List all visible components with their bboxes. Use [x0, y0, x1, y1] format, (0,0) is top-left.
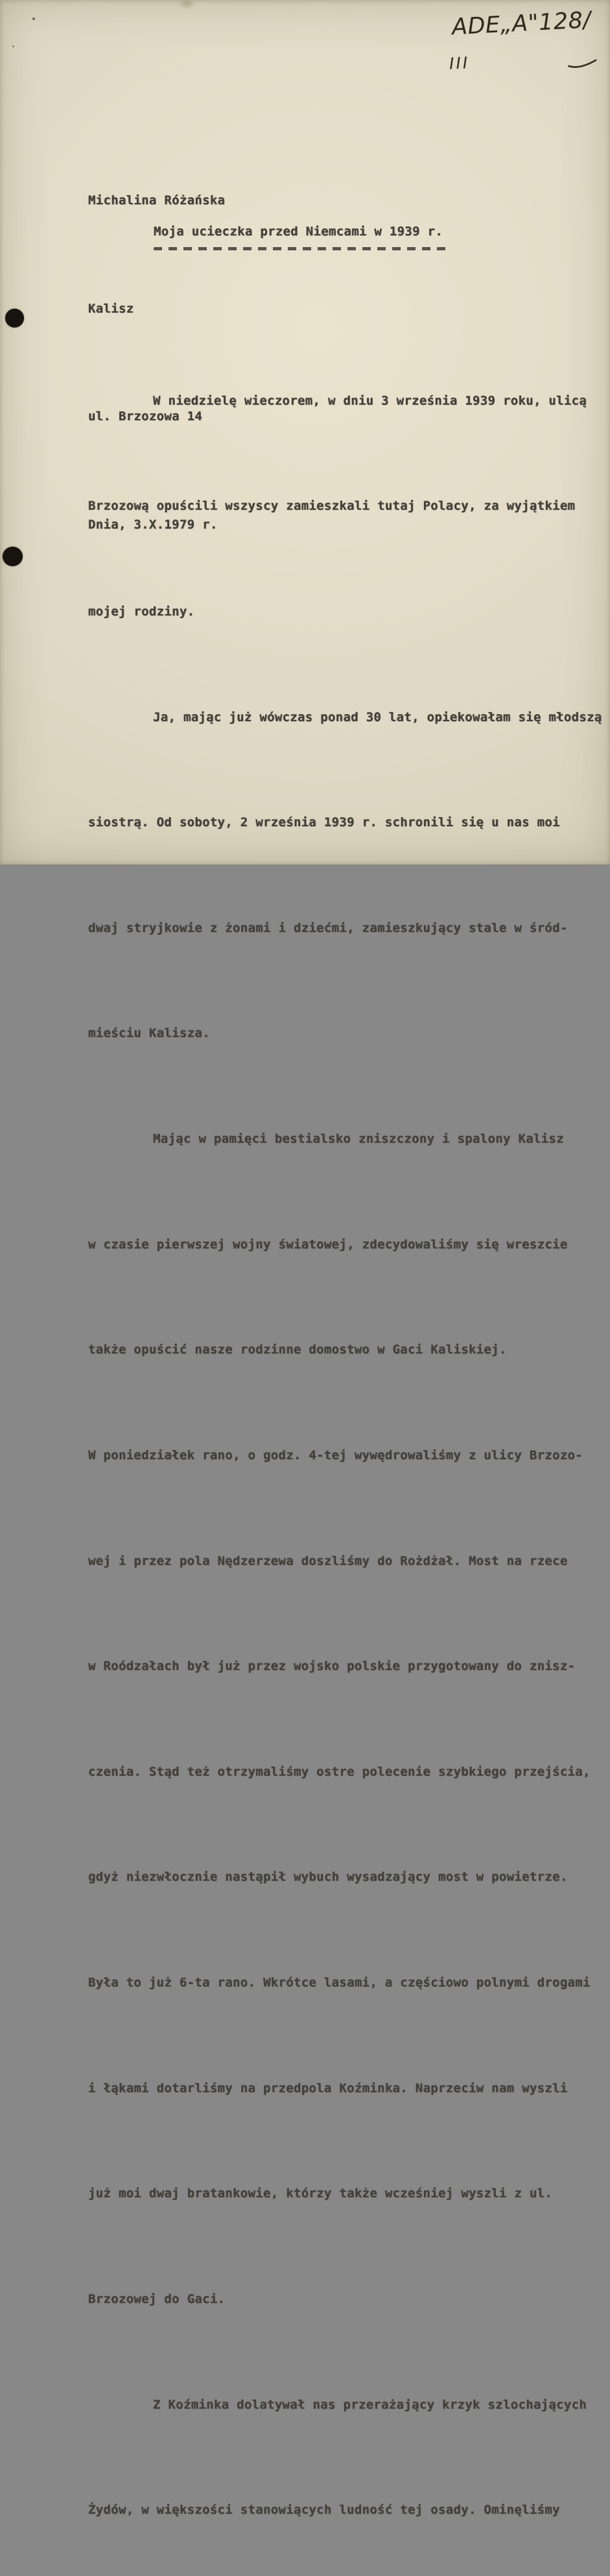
text-line: wej i przez pola Nędzerzewa doszliśmy do Rożdżał. Most na rzece [88, 1553, 568, 1568]
text-line: Z Koźminka dolatywał nas przerażający krzyk szlochających [153, 2397, 587, 2412]
annotation-suffix: III [449, 53, 470, 73]
paper-smudge [178, 0, 196, 9]
hole-punch-bottom [3, 547, 23, 566]
text-line: Żydów, w większości stanowiących ludność tej osady. Ominęliśmy [88, 2503, 560, 2518]
text-line: już moi dwaj bratankowie, którzy także wcześniej wyszli z ul. [88, 2186, 553, 2201]
text-line: czenia. Stąd też otrzymaliśmy ostre polecenie szybkiego przejścia, [88, 1764, 591, 1779]
text-line: W poniedziałek rano, o godz. 4-tej wywędrowaliśmy z ulicy Brzozo- [88, 1448, 583, 1462]
body-text [88, 282, 607, 2576]
text-line: w Roódzałach był już przez wojsko polskie przygotowany do znisz- [88, 1659, 576, 1674]
text-line: Była to już 6-ta rano. Wkrótce lasami, a częściowo polnymi drogami [88, 1975, 591, 1990]
text-line: siostrą. Od soboty, 2 września 1939 r. schronili się u nas moi [88, 815, 560, 830]
document-title: Moja ucieczka przed Niemcami w 1939 r. [154, 224, 443, 239]
text-line: W niedzielę wieczorem, w dniu 3 września 1939 roku, ulicą [153, 393, 587, 408]
text-line: mieściu Kalisza. [88, 1026, 210, 1041]
text-line: także opuścić nasze rodzinne domostwo w Gaci Kaliskiej. [88, 1342, 507, 1357]
archive-annotation [449, 6, 609, 73]
text-line: Brzozową opuścili wszyscy zamieszkali tutaj Polacy, za wyjątkiem [88, 499, 576, 514]
text-line: gdyż niezwłocznie nastąpił wybuch wysadzający most w powietrze. [88, 1870, 568, 1885]
text-line: Brzozowej do Gaci. [88, 2291, 226, 2306]
text-line: i łąkami dotarliśmy na przedpola Koźminka. Naprzeciw nam wyszli [88, 2081, 568, 2095]
text-line: Mając w pamięci bestialsko zniszczony i spalony Kalisz [153, 1132, 564, 1146]
sender-line: Michalina Różańska [88, 193, 226, 208]
annotation-underline-stroke [567, 58, 598, 71]
sender-line: ul. Brzozowa 14 [88, 409, 203, 424]
sender-line: Dnia, 3.X.1979 r. [88, 518, 218, 532]
sender-line: Kalisz [88, 301, 134, 316]
text-line: Ja, mając już wówczas ponad 30 lat, opiekowałam się młodszą [153, 710, 602, 724]
annotation-text: ADE„A"128/ [451, 7, 592, 41]
text-line: dwaj stryjkowie z żonami i dziećmi, zamieszkujący stale w śród- [88, 920, 568, 935]
title-block [154, 219, 449, 250]
hole-punch-top [5, 309, 24, 328]
text-line: mojej rodziny. [88, 604, 195, 619]
paper-speck [32, 18, 35, 20]
text-line: w czasie pierwszej wojny światowej, zdecydowaliśmy się wreszcie [88, 1237, 568, 1252]
title-underline [154, 247, 449, 250]
paper-speck [12, 45, 14, 47]
